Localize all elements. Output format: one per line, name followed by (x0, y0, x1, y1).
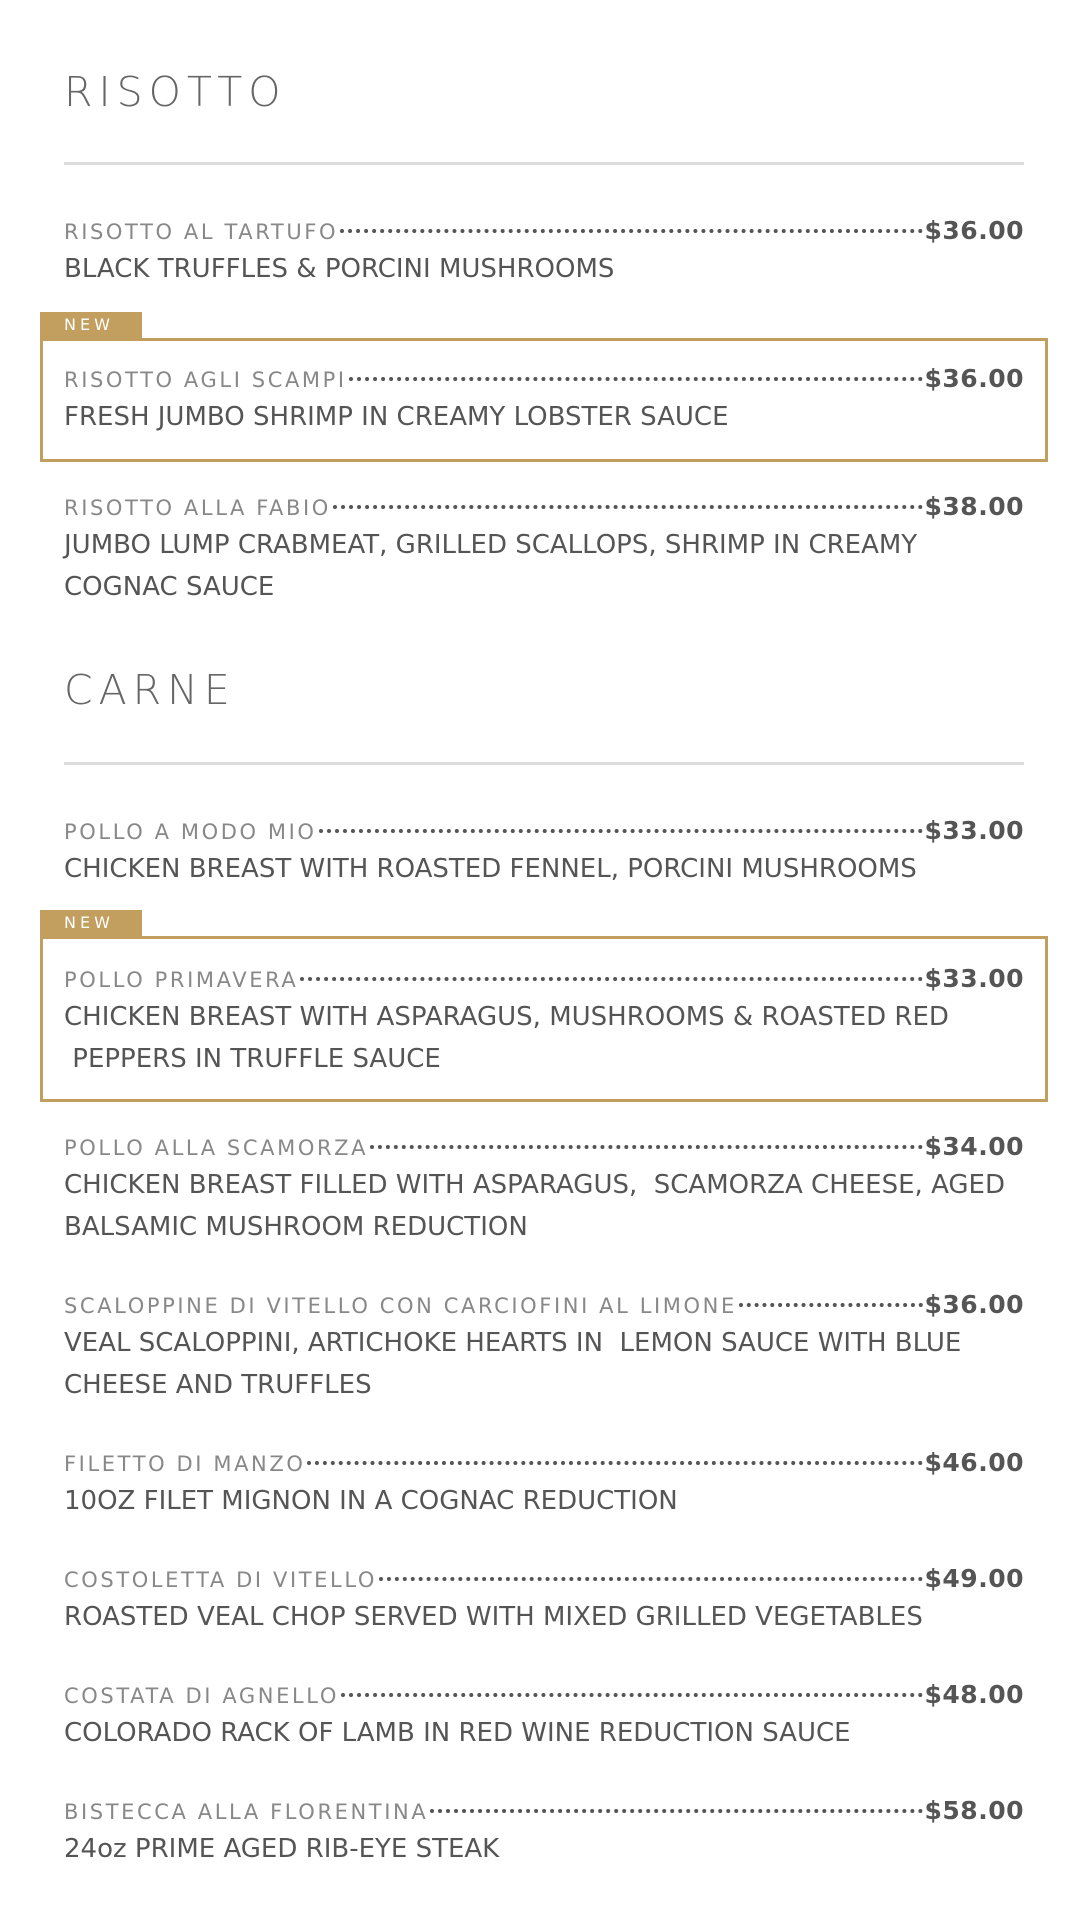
section-title-risotto: RISOTTO (64, 68, 287, 116)
new-badge: NEW (40, 312, 142, 338)
menu-item-pollo-a-modo-mio (64, 814, 1024, 890)
dot-leader (307, 1461, 922, 1465)
dot-leader (333, 505, 923, 509)
menu-item-price: $38.00 (924, 492, 1024, 521)
menu-item-name: POLLO ALLA SCAMORZA (64, 1136, 369, 1160)
dot-leader (319, 829, 923, 833)
menu-item-risotto-al-tartufo (64, 214, 1024, 290)
menu-item-bistecca-alla-florentina (64, 1794, 1024, 1870)
section-divider (64, 162, 1024, 165)
menu-item-name: BISTECCA ALLA FLORENTINA (64, 1800, 429, 1824)
dot-leader (379, 1577, 922, 1581)
menu-item-price: $34.00 (924, 1132, 1024, 1161)
menu-item-risotto-agli-scampi (64, 362, 1024, 438)
menu-item-header (64, 1446, 1024, 1480)
menu-item-price: $33.00 (924, 816, 1024, 845)
menu-item-header (64, 1288, 1024, 1322)
section-divider (64, 762, 1024, 765)
dot-leader (340, 229, 922, 233)
dot-leader (430, 1809, 922, 1813)
menu-item-description: BLACK TRUFFLES & PORCINI MUSHROOMS (64, 254, 615, 284)
menu-item-costata-di-agnello (64, 1678, 1024, 1754)
menu-item-header (64, 1130, 1024, 1164)
menu-item-name: SCALOPPINE DI VITELLO CON CARCIOFINI AL LIMONE (64, 1294, 737, 1318)
menu-item-name: POLLO PRIMAVERA (64, 968, 299, 992)
menu-item-description: VEAL SCALOPPINI, ARTICHOKE HEARTS IN LEMON SAUCE WITH BLUE CHEESE AND TRUFFLES (64, 1328, 962, 1400)
menu-item-name: RISOTTO ALLA FABIO (64, 496, 331, 520)
menu-item-price: $48.00 (924, 1680, 1024, 1709)
menu-item-filetto-di-manzo (64, 1446, 1024, 1522)
menu-item-price: $46.00 (924, 1448, 1024, 1477)
menu-item-name: RISOTTO AGLI SCAMPI (64, 368, 347, 392)
menu-item-description: CHICKEN BREAST FILLED WITH ASPARAGUS, SCAMORZA CHEESE, AGED BALSAMIC MUSHROOM REDUCTION (64, 1170, 1005, 1242)
dot-leader (349, 377, 923, 381)
dot-leader (341, 1693, 923, 1697)
menu-item-costoletta-di-vitello (64, 1562, 1024, 1638)
menu-item-scaloppine-di-vitello (64, 1288, 1024, 1406)
new-badge: NEW (40, 910, 142, 936)
section-title-carne: CARNE (64, 666, 236, 714)
menu-item-price: $36.00 (924, 1290, 1024, 1319)
menu-item-description: CHICKEN BREAST WITH ROASTED FENNEL, PORCINI MUSHROOMS (64, 854, 917, 884)
menu-item-price: $58.00 (924, 1796, 1024, 1825)
menu-item-description: FRESH JUMBO SHRIMP IN CREAMY LOBSTER SAUCE (64, 402, 729, 432)
menu-item-header (64, 1794, 1024, 1828)
menu-item-header (64, 1562, 1024, 1596)
menu-item-description: 24oz PRIME AGED RIB-EYE STEAK (64, 1834, 500, 1864)
menu-item-name: RISOTTO AL TARTUFO (64, 220, 339, 244)
menu-item-description: JUMBO LUMP CRABMEAT, GRILLED SCALLOPS, SHRIMP IN CREAMY COGNAC SAUCE (64, 530, 918, 602)
menu-item-description: COLORADO RACK OF LAMB IN RED WINE REDUCTION SAUCE (64, 1718, 851, 1748)
menu-item-name: FILETTO DI MANZO (64, 1452, 306, 1476)
menu-item-pollo-primavera (64, 962, 1024, 1080)
menu-item-header (64, 362, 1024, 396)
menu-item-header (64, 214, 1024, 248)
menu-item-description: ROASTED VEAL CHOP SERVED WITH MIXED GRILLED VEGETABLES (64, 1602, 923, 1632)
menu-item-price: $36.00 (924, 364, 1024, 393)
menu-item-description: CHICKEN BREAST WITH ASPARAGUS, MUSHROOMS & ROASTED RED PEPPERS IN TRUFFLE SAUCE (64, 1002, 949, 1074)
menu-item-price: $33.00 (924, 964, 1024, 993)
menu-item-header (64, 1678, 1024, 1712)
dot-leader (370, 1145, 922, 1149)
menu-item-price: $36.00 (924, 216, 1024, 245)
dot-leader (300, 977, 922, 981)
dot-leader (739, 1303, 923, 1307)
menu-item-price: $49.00 (924, 1564, 1024, 1593)
menu-item-risotto-alla-fabio (64, 490, 1024, 608)
menu-item-header (64, 962, 1024, 996)
menu-item-name: COSTATA DI AGNELLO (64, 1684, 339, 1708)
menu-item-header (64, 814, 1024, 848)
menu-item-pollo-alla-scamorza (64, 1130, 1024, 1248)
menu-item-name: POLLO A MODO MIO (64, 820, 317, 844)
menu-item-name: COSTOLETTA DI VITELLO (64, 1568, 378, 1592)
menu-item-description: 10OZ FILET MIGNON IN A COGNAC REDUCTION (64, 1486, 678, 1516)
menu-item-header (64, 490, 1024, 524)
